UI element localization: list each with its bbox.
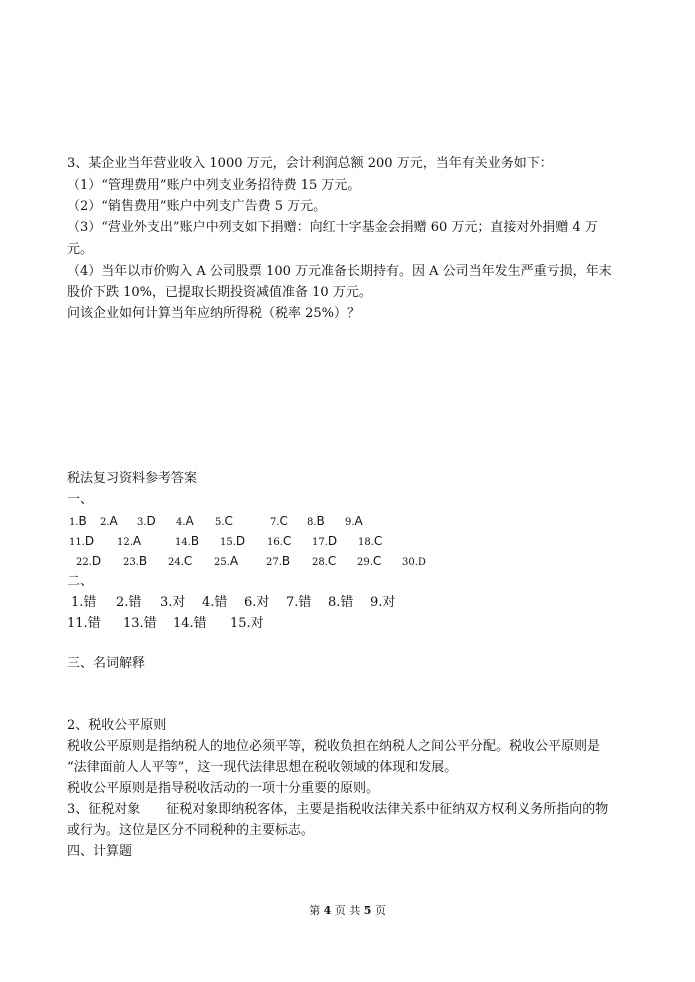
mc-answer: 1.B [69,514,87,528]
total-page-number: 5 [363,904,372,917]
mc-answer: 30.D [402,557,426,568]
mc-answer: 8.B [307,514,325,528]
mc-answer: 2.A [100,514,118,528]
term-line: “法律面前人人平等”，这一现代法律思想在税收领域的体现和发展。 [67,760,458,775]
mc-answer: 14.B [175,534,200,548]
tf-answer: 9.对 [370,595,396,610]
mc-answer: 12.A [117,534,142,548]
q3-line: （2）“销售费用”账户中列支广告费 5 万元。 [67,199,327,214]
q3-line: 问该企业如何计算当年应纳所得税（税率 25%）？ [67,306,361,321]
tf-answer: 11.错 [67,616,101,631]
mc-answer: 22.D [76,554,102,568]
tf-answer: 15.对 [230,616,264,631]
current-page-number: 4 [323,904,332,917]
tf-answer: 13.错 [123,616,157,631]
footer-suffix: 页 [374,904,386,917]
term-line: 税收公平原则是指导税收活动的一项十分重要的原则。 [67,781,380,796]
tf-answer: 1.错 [71,595,97,610]
page-footer [0,902,695,918]
term-line: 3、征税对象 征税对象即纳税客体，主要是指税收法律关系中征纳双方权利义务所指向的物 [67,802,609,817]
mc-answer: 16.C [267,534,292,548]
tf-answer: 8.错 [328,595,354,610]
term-line: 税收公平原则是指纳税人的地位必须平等，税收负担在纳税人之间公平分配。税收公平原则是 [67,739,601,754]
mc-answer: 18.C [358,534,383,548]
mc-answer: 25.A [214,554,239,568]
mc-answer: 4.A [176,514,194,528]
mc-answer: 3.D [137,514,156,528]
mc-answer: 9.A [345,514,363,528]
tf-answer: 4.错 [202,595,228,610]
mc-answer: 17.D [312,534,338,548]
mc-answer: 5.C [215,514,233,528]
q3-line: 股价下跌 10%，已提取长期投资减值准备 10 万元。 [67,285,372,300]
tf-answer: 14.错 [173,616,207,631]
mc-answer: 24.C [168,554,193,568]
mc-answer: 28.C [312,554,337,568]
tf-answer: 6.对 [244,595,270,610]
footer-prefix: 第 [309,904,321,917]
mc-answer: 7.C [270,514,288,528]
mc-answer: 11.D [69,534,95,548]
tf-answer: 7.错 [286,595,312,610]
mc-answer: 23.B [123,554,148,568]
term-line: 2、税收公平原则 [67,718,167,733]
section-2-heading: 二、 [67,574,94,589]
q3-line: （3）“营业外支出”账户中列支如下捐赠：向红十字基金会捐赠 60 万元；直接对外捐赠 4 万 [67,220,598,235]
mc-answer: 15.D [220,534,246,548]
mc-answer: 29.C [357,554,382,568]
footer-middle: 页 共 [334,904,361,917]
tf-answer: 2.错 [116,595,142,610]
section-3-heading: 三、名词解释 [67,656,146,671]
term-line: 或行为。这位是区分不同税种的主要标志。 [67,823,315,838]
q3-line: 元。 [67,242,94,257]
q3-line: （1）“管理费用”账户中列支业务招待费 15 万元。 [67,178,361,193]
section-4-heading: 四、计算题 [67,844,133,859]
mc-answer: 27.B [266,554,291,568]
tf-answer: 3.对 [160,595,186,610]
section-1-heading: 一、 [67,492,94,507]
answers-title: 税法复习资料参考答案 [67,471,198,486]
q3-line: 3、某企业当年营业收入 1000 万元，会计利润总额 200 万元，当年有关业务如下： [67,156,553,171]
q3-line: （4）当年以市价购入 A 公司股票 100 万元准备长期持有。因 A 公司当年发生严重亏损，年末 [67,264,612,279]
